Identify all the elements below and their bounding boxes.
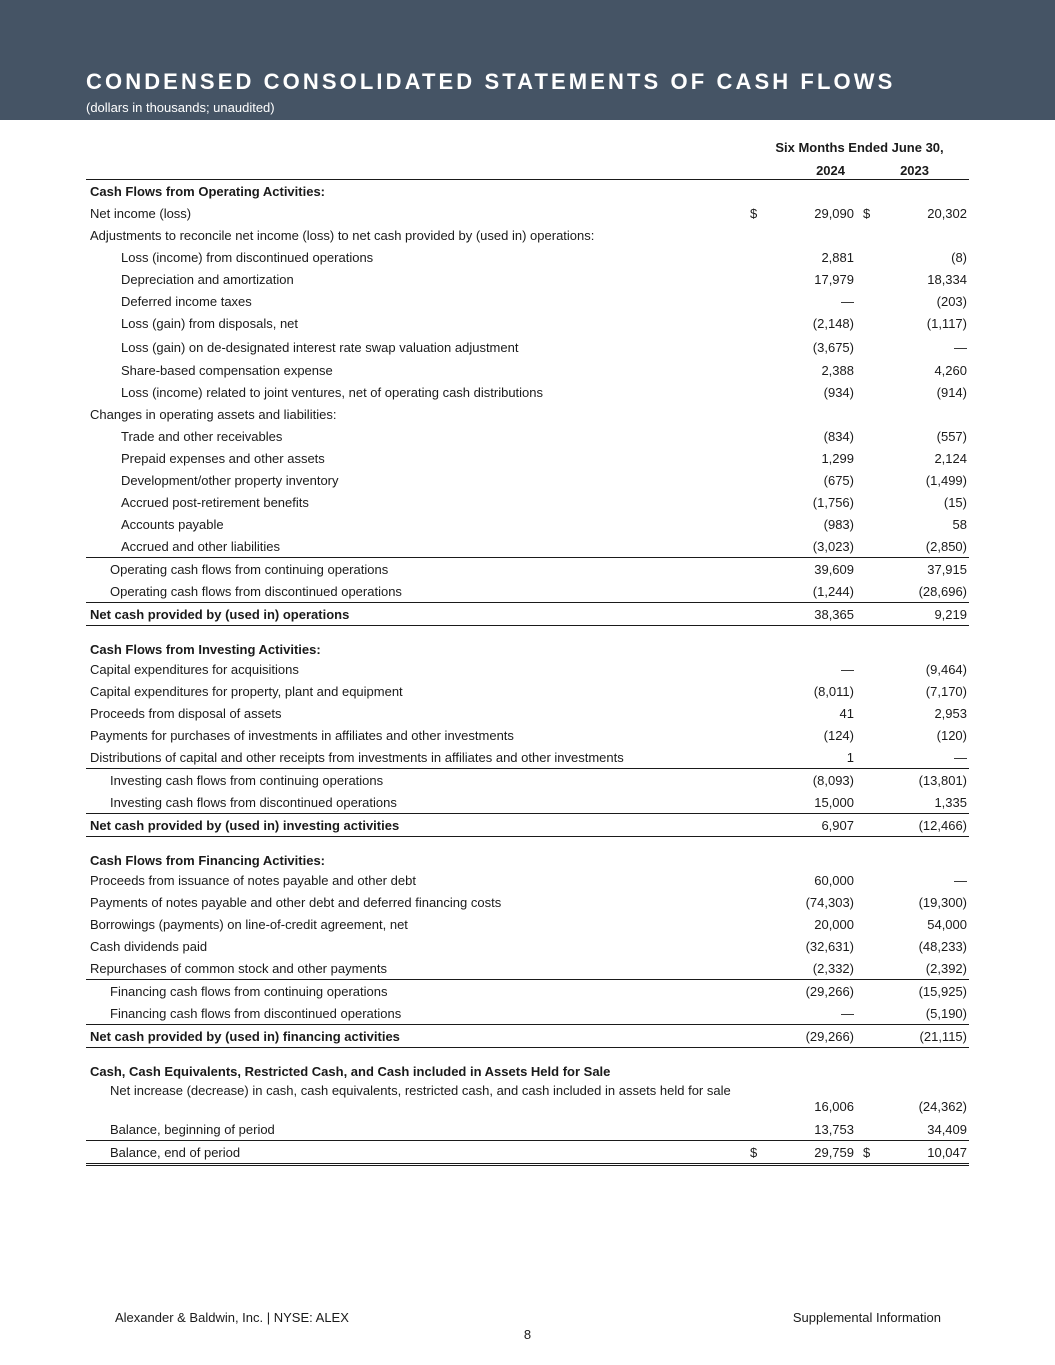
row-label: Cash, Cash Equivalents, Restricted Cash, and Cash included in Assets Held for Sale <box>90 1064 611 1079</box>
value-2023: — <box>954 750 967 765</box>
row-label: Balance, end of period <box>110 1145 241 1160</box>
row-label: Cash dividends paid <box>90 939 208 954</box>
row-label: Adjustments to reconcile net income (loss) to net cash provided by (used in) operations: <box>90 228 595 243</box>
value-2023: 58 <box>952 517 967 532</box>
row-label: Net cash provided by (used in) financing activities <box>90 1029 400 1044</box>
value-2023: (9,464) <box>925 662 967 677</box>
row-label: Depreciation and amortization <box>121 272 294 287</box>
value-2023: (557) <box>936 429 967 444</box>
page-number: 8 <box>523 1327 532 1342</box>
row-label: Accounts payable <box>121 517 224 532</box>
value-2023: (12,466) <box>918 818 967 833</box>
section-heading-operating <box>86 180 969 202</box>
row-label: Proceeds from issuance of notes payable and other debt <box>90 873 416 888</box>
row-label: Capital expenditures for property, plant and equipment <box>90 684 403 699</box>
value-2024: 20,000 <box>814 917 854 932</box>
value-2024: (8,093) <box>812 773 854 788</box>
table-row <box>86 891 969 913</box>
footer-section: Supplemental Information <box>792 1310 941 1325</box>
currency-symbol: $ <box>863 1145 871 1160</box>
footer-company: Alexander & Baldwin, Inc. | NYSE: ALEX <box>115 1310 349 1325</box>
value-2024: 41 <box>839 706 854 721</box>
table-row <box>86 979 969 1002</box>
table-row <box>86 1002 969 1025</box>
column-2023-header: 2023 <box>900 163 929 178</box>
subtotal-row-financing <box>86 1025 969 1048</box>
table-row <box>86 513 969 535</box>
value-2024: (2,332) <box>812 961 854 976</box>
row-label: Accrued post-retirement benefits <box>121 495 309 510</box>
column-2024-header: 2024 <box>816 163 845 178</box>
table-row <box>86 535 969 557</box>
row-label: Payments for purchases of investments in affiliates and other investments <box>90 728 514 743</box>
value-2024: 29,759 <box>814 1145 854 1160</box>
column-period-header: Six Months Ended June 30, <box>775 140 944 155</box>
value-2024: (1,244) <box>812 584 854 599</box>
section-heading-cash <box>86 1056 969 1080</box>
row-label: Investing cash flows from continuing operations <box>110 773 384 788</box>
table-row <box>86 491 969 513</box>
table-row <box>86 557 969 580</box>
row-label: Financing cash flows from discontinued operations <box>110 1006 402 1021</box>
value-2024: (3,023) <box>812 539 854 554</box>
row-label: Accrued and other liabilities <box>121 539 280 554</box>
value-2024: 13,753 <box>814 1122 854 1137</box>
page-subtitle: (dollars in thousands; unaudited) <box>86 100 275 115</box>
value-2023: — <box>954 340 967 355</box>
value-2024: (1,756) <box>812 495 854 510</box>
value-2024: (29,266) <box>805 1029 854 1044</box>
table-row <box>86 1080 969 1118</box>
table-body <box>86 180 969 1166</box>
row-label: Repurchases of common stock and other payments <box>90 961 387 976</box>
total-row-ending-balance <box>86 1141 969 1166</box>
row-label: Loss (gain) from disposals, net <box>121 316 299 331</box>
table-row <box>86 268 969 290</box>
table-row <box>86 724 969 746</box>
row-label: Operating cash flows from discontinued operations <box>110 584 402 599</box>
value-2023: (120) <box>936 728 967 743</box>
row-label: Distributions of capital and other receipts from investments in affiliates and other investments <box>90 750 624 765</box>
table-row <box>86 202 969 224</box>
currency-symbol: $ <box>750 1145 758 1160</box>
table-row <box>86 334 969 359</box>
value-2024: 60,000 <box>814 873 854 888</box>
value-2024: 2,388 <box>821 363 854 378</box>
value-2023: 2,953 <box>934 706 967 721</box>
value-2023: (15) <box>943 495 967 510</box>
value-2023: (19,300) <box>918 895 967 910</box>
currency-symbol: $ <box>750 206 758 221</box>
value-2023: 18,334 <box>927 272 967 287</box>
table-row <box>86 791 969 814</box>
table-row <box>86 224 969 246</box>
value-2023: (28,696) <box>918 584 967 599</box>
table-row <box>86 869 969 891</box>
table-row <box>86 290 969 312</box>
row-label: Investing cash flows from discontinued operations <box>110 795 397 810</box>
row-label: Changes in operating assets and liabilities: <box>90 407 337 422</box>
value-2024: 39,609 <box>814 562 854 577</box>
value-2024: (834) <box>823 429 854 444</box>
table-row <box>86 1118 969 1141</box>
value-2024: 29,090 <box>814 206 854 221</box>
value-2023: (21,115) <box>919 1029 967 1044</box>
value-2024: — <box>841 1006 854 1021</box>
value-2023: 2,124 <box>934 451 967 466</box>
row-label: Cash Flows from Investing Activities: <box>90 642 321 657</box>
value-2023: 9,219 <box>934 607 967 622</box>
value-2024: (3,675) <box>812 340 854 355</box>
value-2024: (934) <box>823 385 854 400</box>
row-label: Net income (loss) <box>90 206 192 221</box>
value-2024: 17,979 <box>814 272 854 287</box>
table-row <box>86 246 969 268</box>
table-row <box>86 746 969 768</box>
row-label: Prepaid expenses and other assets <box>121 451 325 466</box>
value-2024: (124) <box>823 728 854 743</box>
header-banner <box>0 0 1055 120</box>
row-label: Proceeds from disposal of assets <box>90 706 282 721</box>
table-row <box>86 957 969 979</box>
value-2023: (914) <box>936 385 967 400</box>
value-2023: 54,000 <box>927 917 967 932</box>
section-heading-financing <box>86 845 969 869</box>
value-2023: — <box>954 873 967 888</box>
row-label: Borrowings (payments) on line-of-credit agreement, net <box>90 917 408 932</box>
row-label: Development/other property inventory <box>121 473 339 488</box>
table-row <box>86 312 969 334</box>
row-label: Payments of notes payable and other debt and deferred financing costs <box>90 895 502 910</box>
row-label: Cash Flows from Financing Activities: <box>90 853 325 868</box>
value-2023: (7,170) <box>925 684 967 699</box>
value-2024: 2,881 <box>821 250 854 265</box>
value-2023: 10,047 <box>927 1145 967 1160</box>
table-row <box>86 580 969 603</box>
table-row <box>86 469 969 491</box>
row-label: Financing cash flows from continuing operations <box>110 984 388 999</box>
value-2024: — <box>841 662 854 677</box>
value-2024: — <box>841 294 854 309</box>
row-label: Capital expenditures for acquisitions <box>90 662 299 677</box>
value-2024: (675) <box>823 473 854 488</box>
row-label: Loss (income) from discontinued operations <box>121 250 374 265</box>
value-2024: (2,148) <box>812 316 854 331</box>
value-2023: (1,499) <box>925 473 967 488</box>
table-row <box>86 935 969 957</box>
value-2024: (29,266) <box>805 984 854 999</box>
row-label: Net cash provided by (used in) investing activities <box>90 818 400 833</box>
value-2023: (48,233) <box>918 939 967 954</box>
value-2023: (1,117) <box>926 316 967 331</box>
row-label: Net increase (decrease) in cash, cash equivalents, restricted cash, and cash included in assets held for sale <box>110 1083 731 1098</box>
value-2023: (13,801) <box>918 773 967 788</box>
value-2023: (2,850) <box>925 539 967 554</box>
row-label: Cash Flows from Operating Activities: <box>90 184 326 199</box>
value-2023: (2,392) <box>925 961 967 976</box>
table-row <box>86 447 969 469</box>
value-2024: (32,631) <box>805 939 854 954</box>
subtotal-row-operations <box>86 603 969 626</box>
value-2024: 1,299 <box>821 451 854 466</box>
value-2024: 1 <box>846 750 854 765</box>
subtotal-row-investing <box>86 814 969 837</box>
row-label: Loss (gain) on de-designated interest rate swap valuation adjustment <box>121 340 519 355</box>
table-row <box>86 403 969 425</box>
value-2023: (15,925) <box>918 984 967 999</box>
value-2023: (24,362) <box>918 1099 967 1114</box>
row-label: Operating cash flows from continuing operations <box>110 562 389 577</box>
table-row <box>86 680 969 702</box>
table-row <box>86 359 969 381</box>
row-label: Share-based compensation expense <box>121 363 333 378</box>
row-label: Trade and other receivables <box>121 429 283 444</box>
value-2023: (5,190) <box>925 1006 967 1021</box>
value-2023: 4,260 <box>934 363 967 378</box>
page-title: CONDENSED CONSOLIDATED STATEMENTS OF CASH FLOWS <box>86 69 896 94</box>
row-label: Balance, beginning of period <box>110 1122 275 1137</box>
table-row <box>86 768 969 791</box>
table-row <box>86 913 969 935</box>
value-2024: 38,365 <box>814 607 854 622</box>
value-2023: 20,302 <box>927 206 967 221</box>
section-heading-investing <box>86 634 969 658</box>
table-row <box>86 702 969 724</box>
value-2024: (74,303) <box>805 895 854 910</box>
value-2023: 1,335 <box>934 795 967 810</box>
value-2024: (8,011) <box>813 684 854 699</box>
currency-symbol: $ <box>863 206 871 221</box>
table-row <box>86 425 969 447</box>
value-2024: 16,006 <box>814 1099 854 1114</box>
row-label: Net cash provided by (used in) operations <box>90 607 350 622</box>
value-2023: 34,409 <box>927 1122 967 1137</box>
value-2024: (983) <box>823 517 854 532</box>
value-2024: 6,907 <box>821 818 854 833</box>
value-2024: 15,000 <box>814 795 854 810</box>
table-row <box>86 381 969 403</box>
value-2023: 37,915 <box>927 562 967 577</box>
row-label: Loss (income) related to joint ventures, net of operating cash distributions <box>121 385 544 400</box>
value-2023: (8) <box>951 250 967 265</box>
table-row <box>86 658 969 680</box>
row-label: Deferred income taxes <box>121 294 252 309</box>
value-2023: (203) <box>936 294 967 309</box>
